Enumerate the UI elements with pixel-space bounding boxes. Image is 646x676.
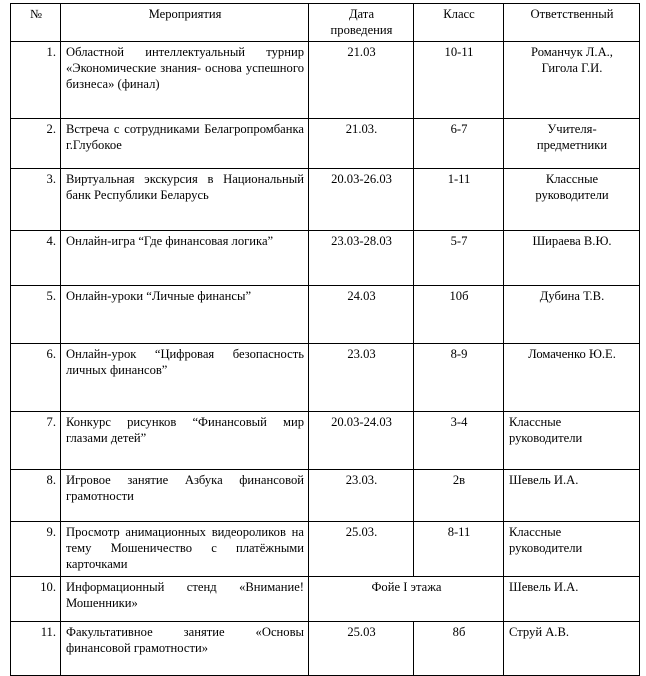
responsible-line-2: руководители [509, 431, 583, 446]
cell-responsible [504, 521, 640, 576]
cell-date: 25.03 [309, 621, 414, 675]
table-row [11, 521, 640, 576]
cell-class: 5-7 [414, 230, 504, 285]
cell-date: 20.03-24.03 [309, 411, 414, 469]
table-row [11, 230, 640, 285]
cell-number: 2. [11, 118, 61, 168]
cell-responsible [504, 621, 640, 675]
responsible-line-1: Струй А.В. [509, 624, 569, 639]
cell-class: 10-11 [414, 41, 504, 118]
cell-date: 20.03-26.03 [309, 168, 414, 230]
table-body [11, 41, 640, 675]
cell-event: Онлайн-уроки “Личные финансы” [61, 285, 309, 343]
responsible-line-1: Классные [545, 171, 599, 186]
cell-date: 23.03. [309, 469, 414, 521]
cell-date: 24.03 [309, 285, 414, 343]
column-header-event: Мероприятия [61, 4, 309, 42]
responsible-line-1: Ломаченко Ю.Е. [528, 346, 616, 361]
cell-date: 21.03. [309, 118, 414, 168]
cell-number: 10. [11, 576, 61, 621]
cell-event: Встреча с сотрудниками Белагропромбанка г.Глубокое [61, 118, 309, 168]
cell-event: Игровое занятие Азбука финансовой грамотности [61, 469, 309, 521]
responsible-line-1: Шираева В.Ю. [532, 233, 612, 248]
responsible-line-1: Шевель И.А. [509, 472, 579, 487]
cell-event: Областной интеллектуальный турнир «Экономические знания- основа успешного бизнеса» (финал) [61, 41, 309, 118]
cell-class: 2в [414, 469, 504, 521]
cell-date-class-merged: Фойе I этажа [309, 576, 504, 621]
cell-class: 8-9 [414, 343, 504, 411]
table-row [11, 168, 640, 230]
cell-event: Онлайн-урок “Цифровая безопасность личных финансов” [61, 343, 309, 411]
cell-responsible [504, 469, 640, 521]
cell-responsible [504, 41, 640, 118]
cell-class: 10б [414, 285, 504, 343]
cell-number: 9. [11, 521, 61, 576]
cell-responsible [504, 230, 640, 285]
table-row [11, 576, 640, 621]
cell-number: 7. [11, 411, 61, 469]
table-row [11, 118, 640, 168]
cell-event: Информационный стенд «Внимание! Мошенники» [61, 576, 309, 621]
cell-number: 1. [11, 41, 61, 118]
table-row [11, 469, 640, 521]
responsible-line-2: руководители [509, 541, 583, 556]
cell-class: 8б [414, 621, 504, 675]
responsible-line-2: руководители [535, 188, 609, 203]
responsible-line-1: Шевель И.А. [509, 579, 579, 594]
cell-event: Конкурс рисунков “Финансовый мир глазами детей” [61, 411, 309, 469]
column-header-class: Класс [414, 4, 504, 42]
cell-number: 8. [11, 469, 61, 521]
column-header-date-line1: Дата [348, 7, 375, 21]
table-row [11, 343, 640, 411]
cell-event: Просмотр анимационных видеороликов на тему Мошеничество с платёжными карточками [61, 521, 309, 576]
responsible-line-1: Классные [509, 524, 562, 539]
cell-responsible [504, 118, 640, 168]
column-header-responsible: Ответственный [504, 4, 640, 42]
cell-number: 6. [11, 343, 61, 411]
cell-class: 3-4 [414, 411, 504, 469]
table-header-row [11, 4, 640, 42]
responsible-line-1: Классные [509, 414, 562, 429]
responsible-line-2: предметники [536, 138, 608, 153]
column-header-date [309, 4, 414, 42]
cell-class: 8-11 [414, 521, 504, 576]
cell-date: 23.03-28.03 [309, 230, 414, 285]
cell-date: 25.03. [309, 521, 414, 576]
table-row [11, 411, 640, 469]
cell-responsible [504, 411, 640, 469]
cell-event: Факультативное занятие «Основы финансовой грамотности» [61, 621, 309, 675]
cell-number: 5. [11, 285, 61, 343]
cell-number: 11. [11, 621, 61, 675]
table-row [11, 621, 640, 675]
events-table [10, 3, 640, 676]
responsible-line-1: Дубина Т.В. [539, 288, 605, 303]
cell-date: 21.03 [309, 41, 414, 118]
cell-responsible [504, 343, 640, 411]
cell-responsible [504, 576, 640, 621]
table-row [11, 285, 640, 343]
cell-event: Онлайн-игра “Где финансовая логика” [61, 230, 309, 285]
column-header-date-line2: проведения [330, 23, 393, 38]
cell-event: Виртуальная экскурсия в Национальный банк Республики Беларусь [61, 168, 309, 230]
cell-responsible [504, 285, 640, 343]
responsible-line-2: Гигола Г.И. [541, 61, 603, 76]
cell-class: 6-7 [414, 118, 504, 168]
cell-class: 1-11 [414, 168, 504, 230]
responsible-line-1: Учителя- [547, 121, 597, 136]
responsible-line-1: Романчук Л.А., [531, 44, 613, 59]
table-header [11, 4, 640, 42]
cell-responsible [504, 168, 640, 230]
cell-number: 3. [11, 168, 61, 230]
column-header-number: № [11, 4, 61, 42]
cell-number: 4. [11, 230, 61, 285]
cell-date: 23.03 [309, 343, 414, 411]
table-row [11, 41, 640, 118]
